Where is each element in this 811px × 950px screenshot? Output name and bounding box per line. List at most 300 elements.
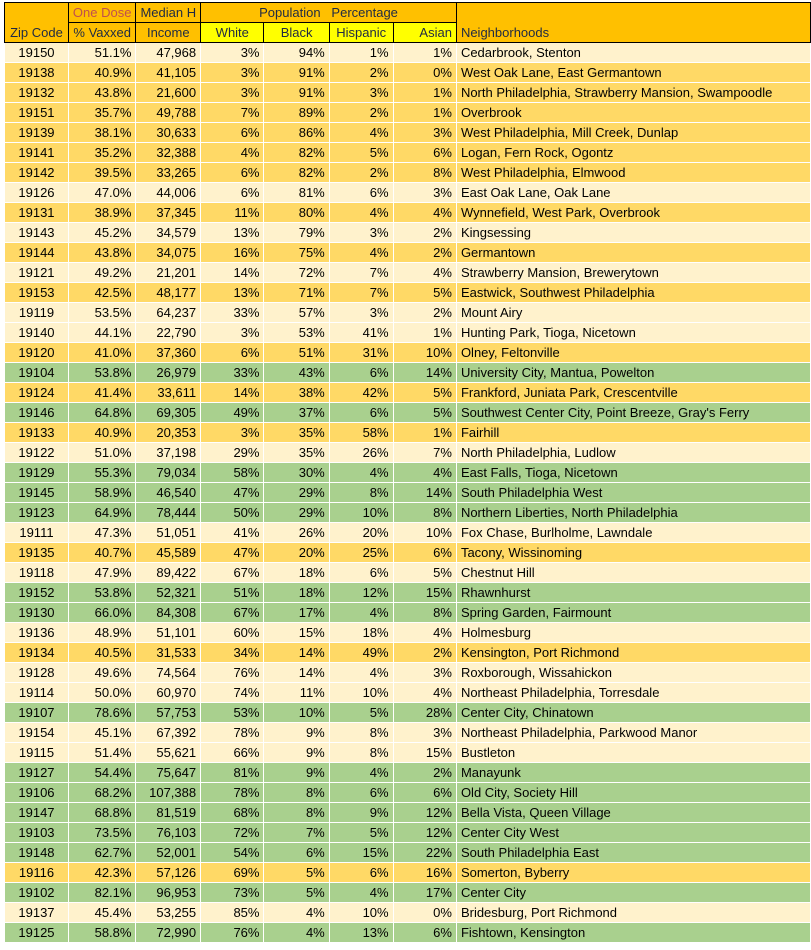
black-pct-cell[interactable]: 72%	[264, 263, 329, 283]
zip-cell[interactable]: 19103	[5, 823, 69, 843]
zip-cell[interactable]: 19151	[5, 103, 69, 123]
white-pct-cell[interactable]: 54%	[201, 843, 264, 863]
hispanic-pct-cell[interactable]: 3%	[329, 83, 393, 103]
neighborhoods-cell[interactable]: North Philadelphia, Ludlow	[456, 443, 810, 463]
vaxxed-cell[interactable]: 43.8%	[68, 83, 136, 103]
hispanic-pct-cell[interactable]: 10%	[329, 903, 393, 923]
vaxxed-cell[interactable]: 55.3%	[68, 463, 136, 483]
vaxxed-cell[interactable]: 35.2%	[68, 143, 136, 163]
neighborhoods-cell[interactable]: Strawberry Mansion, Brewerytown	[456, 263, 810, 283]
asian-pct-cell[interactable]: 22%	[393, 843, 456, 863]
vaxxed-cell[interactable]: 40.7%	[68, 543, 136, 563]
vaxxed-cell[interactable]: 47.9%	[68, 563, 136, 583]
white-pct-cell[interactable]: 69%	[201, 863, 264, 883]
asian-pct-cell[interactable]: 8%	[393, 163, 456, 183]
zip-cell[interactable]: 19123	[5, 503, 69, 523]
asian-pct-cell[interactable]: 10%	[393, 343, 456, 363]
vaxxed-cell[interactable]: 45.4%	[68, 903, 136, 923]
white-pct-cell[interactable]: 60%	[201, 623, 264, 643]
white-pct-cell[interactable]: 47%	[201, 543, 264, 563]
income-header-line2[interactable]: Income	[136, 23, 201, 43]
asian-pct-cell[interactable]: 7%	[393, 443, 456, 463]
income-cell[interactable]: 33,265	[136, 163, 201, 183]
income-cell[interactable]: 34,075	[136, 243, 201, 263]
white-pct-cell[interactable]: 81%	[201, 763, 264, 783]
hispanic-pct-cell[interactable]: 4%	[329, 663, 393, 683]
income-cell[interactable]: 53,255	[136, 903, 201, 923]
white-pct-cell[interactable]: 4%	[201, 143, 264, 163]
zip-cell[interactable]: 19152	[5, 583, 69, 603]
hispanic-pct-cell[interactable]: 6%	[329, 183, 393, 203]
neighborhoods-cell[interactable]: Northern Liberties, North Philadelphia	[456, 503, 810, 523]
asian-pct-cell[interactable]: 4%	[393, 263, 456, 283]
white-pct-cell[interactable]: 58%	[201, 463, 264, 483]
zip-cell[interactable]: 19132	[5, 83, 69, 103]
hispanic-pct-cell[interactable]: 3%	[329, 303, 393, 323]
hispanic-pct-cell[interactable]: 6%	[329, 363, 393, 383]
neighborhoods-cell[interactable]: East Oak Lane, Oak Lane	[456, 183, 810, 203]
zip-cell[interactable]: 19127	[5, 763, 69, 783]
vaxxed-cell[interactable]: 40.9%	[68, 423, 136, 443]
asian-pct-cell[interactable]: 1%	[393, 103, 456, 123]
vaxxed-cell[interactable]: 54.4%	[68, 763, 136, 783]
asian-pct-cell[interactable]: 3%	[393, 123, 456, 143]
neighborhoods-cell[interactable]: Chestnut Hill	[456, 563, 810, 583]
zip-cell[interactable]: 19120	[5, 343, 69, 363]
income-cell[interactable]: 64,237	[136, 303, 201, 323]
white-pct-cell[interactable]: 41%	[201, 523, 264, 543]
black-pct-cell[interactable]: 35%	[264, 443, 329, 463]
zip-cell[interactable]: 19145	[5, 483, 69, 503]
neighborhoods-cell[interactable]: Center City	[456, 883, 810, 903]
white-pct-cell[interactable]: 47%	[201, 483, 264, 503]
black-pct-cell[interactable]: 4%	[264, 903, 329, 923]
vaxxed-cell[interactable]: 49.6%	[68, 663, 136, 683]
asian-header[interactable]: Asian	[393, 23, 456, 43]
neighborhoods-cell[interactable]: Overbrook	[456, 103, 810, 123]
black-pct-cell[interactable]: 82%	[264, 163, 329, 183]
black-pct-cell[interactable]: 79%	[264, 223, 329, 243]
vaxxed-cell[interactable]: 35.7%	[68, 103, 136, 123]
vaxxed-cell[interactable]: 45.2%	[68, 223, 136, 243]
zip-cell[interactable]: 19106	[5, 783, 69, 803]
asian-pct-cell[interactable]: 3%	[393, 723, 456, 743]
black-pct-cell[interactable]: 57%	[264, 303, 329, 323]
vaxxed-cell[interactable]: 38.9%	[68, 203, 136, 223]
black-pct-cell[interactable]: 75%	[264, 243, 329, 263]
hispanic-pct-cell[interactable]: 41%	[329, 323, 393, 343]
hispanic-pct-cell[interactable]: 31%	[329, 343, 393, 363]
vaxxed-cell[interactable]: 58.8%	[68, 923, 136, 943]
asian-pct-cell[interactable]: 0%	[393, 903, 456, 923]
income-cell[interactable]: 21,201	[136, 263, 201, 283]
hispanic-pct-cell[interactable]: 6%	[329, 863, 393, 883]
income-cell[interactable]: 37,360	[136, 343, 201, 363]
zip-cell[interactable]: 19150	[5, 43, 69, 63]
neighborhoods-cell[interactable]: West Philadelphia, Elmwood	[456, 163, 810, 183]
income-cell[interactable]: 75,647	[136, 763, 201, 783]
income-cell[interactable]: 33,611	[136, 383, 201, 403]
neighborhoods-cell[interactable]: Tacony, Wissinoming	[456, 543, 810, 563]
asian-pct-cell[interactable]: 5%	[393, 383, 456, 403]
white-pct-cell[interactable]: 33%	[201, 363, 264, 383]
vaxxed-cell[interactable]: 51.4%	[68, 743, 136, 763]
black-pct-cell[interactable]: 53%	[264, 323, 329, 343]
asian-pct-cell[interactable]: 2%	[393, 303, 456, 323]
black-pct-cell[interactable]: 11%	[264, 683, 329, 703]
zip-cell[interactable]: 19138	[5, 63, 69, 83]
vaxxed-cell[interactable]: 40.9%	[68, 63, 136, 83]
neighborhoods-cell[interactable]: West Oak Lane, East Germantown	[456, 63, 810, 83]
dose-header-line1[interactable]: One Dose	[68, 3, 136, 23]
zip-cell[interactable]: 19148	[5, 843, 69, 863]
white-pct-cell[interactable]: 67%	[201, 603, 264, 623]
income-cell[interactable]: 51,051	[136, 523, 201, 543]
hispanic-pct-cell[interactable]: 20%	[329, 523, 393, 543]
asian-pct-cell[interactable]: 4%	[393, 203, 456, 223]
black-pct-cell[interactable]: 8%	[264, 783, 329, 803]
vaxxed-cell[interactable]: 39.5%	[68, 163, 136, 183]
zip-cell[interactable]: 19107	[5, 703, 69, 723]
white-pct-cell[interactable]: 85%	[201, 903, 264, 923]
black-pct-cell[interactable]: 91%	[264, 63, 329, 83]
white-pct-cell[interactable]: 14%	[201, 263, 264, 283]
hispanic-pct-cell[interactable]: 2%	[329, 63, 393, 83]
zip-cell[interactable]: 19134	[5, 643, 69, 663]
zip-cell[interactable]: 19147	[5, 803, 69, 823]
black-pct-cell[interactable]: 17%	[264, 603, 329, 623]
vaxxed-cell[interactable]: 68.8%	[68, 803, 136, 823]
black-pct-cell[interactable]: 9%	[264, 723, 329, 743]
zip-cell[interactable]: 19129	[5, 463, 69, 483]
neighborhoods-header[interactable]: Neighborhoods	[456, 3, 810, 43]
neighborhoods-cell[interactable]: South Philadelphia West	[456, 483, 810, 503]
black-pct-cell[interactable]: 35%	[264, 423, 329, 443]
asian-pct-cell[interactable]: 8%	[393, 503, 456, 523]
zip-cell[interactable]: 19102	[5, 883, 69, 903]
asian-pct-cell[interactable]: 0%	[393, 63, 456, 83]
asian-pct-cell[interactable]: 5%	[393, 563, 456, 583]
zip-cell[interactable]: 19124	[5, 383, 69, 403]
hispanic-pct-cell[interactable]: 10%	[329, 503, 393, 523]
vaxxed-cell[interactable]: 47.3%	[68, 523, 136, 543]
zip-cell[interactable]: 19133	[5, 423, 69, 443]
zip-cell[interactable]: 19144	[5, 243, 69, 263]
hispanic-pct-cell[interactable]: 6%	[329, 563, 393, 583]
white-pct-cell[interactable]: 72%	[201, 823, 264, 843]
neighborhoods-cell[interactable]: Frankford, Juniata Park, Crescentville	[456, 383, 810, 403]
income-cell[interactable]: 30,633	[136, 123, 201, 143]
vaxxed-cell[interactable]: 48.9%	[68, 623, 136, 643]
asian-pct-cell[interactable]: 1%	[393, 83, 456, 103]
white-pct-cell[interactable]: 68%	[201, 803, 264, 823]
white-header[interactable]: White	[201, 23, 264, 43]
asian-pct-cell[interactable]: 16%	[393, 863, 456, 883]
neighborhoods-cell[interactable]: Spring Garden, Fairmount	[456, 603, 810, 623]
asian-pct-cell[interactable]: 5%	[393, 283, 456, 303]
zip-cell[interactable]: 19125	[5, 923, 69, 943]
white-pct-cell[interactable]: 51%	[201, 583, 264, 603]
income-cell[interactable]: 74,564	[136, 663, 201, 683]
income-cell[interactable]: 52,001	[136, 843, 201, 863]
zip-cell[interactable]: 19142	[5, 163, 69, 183]
white-pct-cell[interactable]: 78%	[201, 783, 264, 803]
zip-cell[interactable]: 19122	[5, 443, 69, 463]
income-cell[interactable]: 81,519	[136, 803, 201, 823]
hispanic-pct-cell[interactable]: 8%	[329, 483, 393, 503]
asian-pct-cell[interactable]: 15%	[393, 743, 456, 763]
zip-cell[interactable]: 19139	[5, 123, 69, 143]
hispanic-pct-cell[interactable]: 15%	[329, 843, 393, 863]
asian-pct-cell[interactable]: 4%	[393, 463, 456, 483]
black-pct-cell[interactable]: 5%	[264, 863, 329, 883]
white-pct-cell[interactable]: 66%	[201, 743, 264, 763]
vaxxed-cell[interactable]: 68.2%	[68, 783, 136, 803]
vaxxed-cell[interactable]: 73.5%	[68, 823, 136, 843]
asian-pct-cell[interactable]: 12%	[393, 823, 456, 843]
black-pct-cell[interactable]: 89%	[264, 103, 329, 123]
income-cell[interactable]: 84,308	[136, 603, 201, 623]
white-pct-cell[interactable]: 67%	[201, 563, 264, 583]
zip-cell[interactable]: 19104	[5, 363, 69, 383]
vaxxed-cell[interactable]: 44.1%	[68, 323, 136, 343]
zip-cell[interactable]: 19114	[5, 683, 69, 703]
neighborhoods-cell[interactable]: Old City, Society Hill	[456, 783, 810, 803]
white-pct-cell[interactable]: 7%	[201, 103, 264, 123]
white-pct-cell[interactable]: 13%	[201, 223, 264, 243]
white-pct-cell[interactable]: 34%	[201, 643, 264, 663]
hispanic-pct-cell[interactable]: 4%	[329, 463, 393, 483]
white-pct-cell[interactable]: 33%	[201, 303, 264, 323]
white-pct-cell[interactable]: 29%	[201, 443, 264, 463]
hispanic-pct-cell[interactable]: 8%	[329, 743, 393, 763]
black-pct-cell[interactable]: 14%	[264, 663, 329, 683]
zip-cell[interactable]: 19140	[5, 323, 69, 343]
zip-cell[interactable]: 19137	[5, 903, 69, 923]
black-pct-cell[interactable]: 14%	[264, 643, 329, 663]
black-pct-cell[interactable]: 15%	[264, 623, 329, 643]
black-pct-cell[interactable]: 80%	[264, 203, 329, 223]
income-cell[interactable]: 31,533	[136, 643, 201, 663]
income-cell[interactable]: 76,103	[136, 823, 201, 843]
income-cell[interactable]: 26,979	[136, 363, 201, 383]
black-pct-cell[interactable]: 18%	[264, 563, 329, 583]
income-cell[interactable]: 46,540	[136, 483, 201, 503]
black-pct-cell[interactable]: 4%	[264, 923, 329, 943]
income-cell[interactable]: 78,444	[136, 503, 201, 523]
vaxxed-cell[interactable]: 42.3%	[68, 863, 136, 883]
income-header-line1[interactable]: Median H	[136, 3, 201, 23]
vaxxed-cell[interactable]: 43.8%	[68, 243, 136, 263]
asian-pct-cell[interactable]: 2%	[393, 643, 456, 663]
black-pct-cell[interactable]: 30%	[264, 463, 329, 483]
white-pct-cell[interactable]: 16%	[201, 243, 264, 263]
hispanic-pct-cell[interactable]: 8%	[329, 723, 393, 743]
black-pct-cell[interactable]: 43%	[264, 363, 329, 383]
white-pct-cell[interactable]: 76%	[201, 923, 264, 943]
zip-cell[interactable]: 19146	[5, 403, 69, 423]
white-pct-cell[interactable]: 3%	[201, 323, 264, 343]
asian-pct-cell[interactable]: 2%	[393, 223, 456, 243]
income-cell[interactable]: 57,753	[136, 703, 201, 723]
neighborhoods-cell[interactable]: Rhawnhurst	[456, 583, 810, 603]
black-pct-cell[interactable]: 9%	[264, 743, 329, 763]
vaxxed-cell[interactable]: 78.6%	[68, 703, 136, 723]
black-pct-cell[interactable]: 29%	[264, 503, 329, 523]
income-cell[interactable]: 34,579	[136, 223, 201, 243]
white-pct-cell[interactable]: 14%	[201, 383, 264, 403]
zip-cell[interactable]: 19141	[5, 143, 69, 163]
asian-pct-cell[interactable]: 14%	[393, 363, 456, 383]
hispanic-pct-cell[interactable]: 4%	[329, 203, 393, 223]
black-pct-cell[interactable]: 71%	[264, 283, 329, 303]
asian-pct-cell[interactable]: 6%	[393, 543, 456, 563]
income-cell[interactable]: 44,006	[136, 183, 201, 203]
zip-cell[interactable]: 19121	[5, 263, 69, 283]
neighborhoods-cell[interactable]: Southwest Center City, Point Breeze, Gray's Ferry	[456, 403, 810, 423]
income-cell[interactable]: 89,422	[136, 563, 201, 583]
white-pct-cell[interactable]: 74%	[201, 683, 264, 703]
dose-header-line2[interactable]: % Vaxxed	[68, 23, 136, 43]
vaxxed-cell[interactable]: 45.1%	[68, 723, 136, 743]
white-pct-cell[interactable]: 73%	[201, 883, 264, 903]
asian-pct-cell[interactable]: 4%	[393, 683, 456, 703]
asian-pct-cell[interactable]: 12%	[393, 803, 456, 823]
zip-cell[interactable]: 19136	[5, 623, 69, 643]
hispanic-pct-cell[interactable]: 58%	[329, 423, 393, 443]
neighborhoods-cell[interactable]: Kensington, Port Richmond	[456, 643, 810, 663]
asian-pct-cell[interactable]: 2%	[393, 763, 456, 783]
hispanic-pct-cell[interactable]: 9%	[329, 803, 393, 823]
asian-pct-cell[interactable]: 10%	[393, 523, 456, 543]
neighborhoods-cell[interactable]: Roxborough, Wissahickon	[456, 663, 810, 683]
income-cell[interactable]: 41,105	[136, 63, 201, 83]
population-percentage-header[interactable]	[201, 3, 457, 23]
income-cell[interactable]: 49,788	[136, 103, 201, 123]
asian-pct-cell[interactable]: 28%	[393, 703, 456, 723]
hispanic-pct-cell[interactable]: 4%	[329, 123, 393, 143]
black-pct-cell[interactable]: 51%	[264, 343, 329, 363]
vaxxed-cell[interactable]: 42.5%	[68, 283, 136, 303]
black-pct-cell[interactable]: 82%	[264, 143, 329, 163]
black-pct-cell[interactable]: 86%	[264, 123, 329, 143]
neighborhoods-cell[interactable]: Manayunk	[456, 763, 810, 783]
vaxxed-cell[interactable]: 47.0%	[68, 183, 136, 203]
vaxxed-cell[interactable]: 41.4%	[68, 383, 136, 403]
asian-pct-cell[interactable]: 4%	[393, 623, 456, 643]
income-cell[interactable]: 55,621	[136, 743, 201, 763]
hispanic-pct-cell[interactable]: 3%	[329, 223, 393, 243]
zip-cell[interactable]: 19130	[5, 603, 69, 623]
zip-cell[interactable]: 19126	[5, 183, 69, 203]
neighborhoods-cell[interactable]: Kingsessing	[456, 223, 810, 243]
white-pct-cell[interactable]: 3%	[201, 423, 264, 443]
vaxxed-cell[interactable]: 64.8%	[68, 403, 136, 423]
hispanic-pct-cell[interactable]: 7%	[329, 283, 393, 303]
hispanic-pct-cell[interactable]: 10%	[329, 683, 393, 703]
black-pct-cell[interactable]: 7%	[264, 823, 329, 843]
neighborhoods-cell[interactable]: South Philadelphia East	[456, 843, 810, 863]
black-pct-cell[interactable]: 5%	[264, 883, 329, 903]
neighborhoods-cell[interactable]: Fairhill	[456, 423, 810, 443]
hispanic-header[interactable]: Hispanic	[329, 23, 393, 43]
income-cell[interactable]: 51,101	[136, 623, 201, 643]
black-pct-cell[interactable]: 91%	[264, 83, 329, 103]
asian-pct-cell[interactable]: 8%	[393, 603, 456, 623]
hispanic-pct-cell[interactable]: 4%	[329, 883, 393, 903]
asian-pct-cell[interactable]: 3%	[393, 183, 456, 203]
income-cell[interactable]: 96,953	[136, 883, 201, 903]
vaxxed-cell[interactable]: 53.5%	[68, 303, 136, 323]
neighborhoods-cell[interactable]: Cedarbrook, Stenton	[456, 43, 810, 63]
black-pct-cell[interactable]: 94%	[264, 43, 329, 63]
vaxxed-cell[interactable]: 50.0%	[68, 683, 136, 703]
asian-pct-cell[interactable]: 6%	[393, 923, 456, 943]
zip-cell[interactable]: 19111	[5, 523, 69, 543]
black-pct-cell[interactable]: 38%	[264, 383, 329, 403]
zip-cell[interactable]: 19119	[5, 303, 69, 323]
neighborhoods-cell[interactable]: Northeast Philadelphia, Parkwood Manor	[456, 723, 810, 743]
asian-pct-cell[interactable]: 1%	[393, 43, 456, 63]
hispanic-pct-cell[interactable]: 5%	[329, 823, 393, 843]
vaxxed-cell[interactable]: 53.8%	[68, 363, 136, 383]
neighborhoods-cell[interactable]: Logan, Fern Rock, Ogontz	[456, 143, 810, 163]
neighborhoods-cell[interactable]: Olney, Feltonville	[456, 343, 810, 363]
neighborhoods-cell[interactable]: Eastwick, Southwest Philadelphia	[456, 283, 810, 303]
white-pct-cell[interactable]: 78%	[201, 723, 264, 743]
hispanic-pct-cell[interactable]: 12%	[329, 583, 393, 603]
income-cell[interactable]: 37,198	[136, 443, 201, 463]
white-pct-cell[interactable]: 6%	[201, 123, 264, 143]
income-cell[interactable]: 107,388	[136, 783, 201, 803]
asian-pct-cell[interactable]: 2%	[393, 243, 456, 263]
income-cell[interactable]: 21,600	[136, 83, 201, 103]
vaxxed-cell[interactable]: 62.7%	[68, 843, 136, 863]
zip-header[interactable]: Zip Code	[5, 3, 69, 43]
black-pct-cell[interactable]: 8%	[264, 803, 329, 823]
vaxxed-cell[interactable]: 82.1%	[68, 883, 136, 903]
hispanic-pct-cell[interactable]: 42%	[329, 383, 393, 403]
income-cell[interactable]: 57,126	[136, 863, 201, 883]
white-pct-cell[interactable]: 6%	[201, 343, 264, 363]
zip-cell[interactable]: 19135	[5, 543, 69, 563]
hispanic-pct-cell[interactable]: 26%	[329, 443, 393, 463]
black-header[interactable]: Black	[264, 23, 329, 43]
black-pct-cell[interactable]: 20%	[264, 543, 329, 563]
zip-cell[interactable]: 19115	[5, 743, 69, 763]
white-pct-cell[interactable]: 53%	[201, 703, 264, 723]
white-pct-cell[interactable]: 3%	[201, 43, 264, 63]
asian-pct-cell[interactable]: 5%	[393, 403, 456, 423]
asian-pct-cell[interactable]: 14%	[393, 483, 456, 503]
income-cell[interactable]: 32,388	[136, 143, 201, 163]
hispanic-pct-cell[interactable]: 13%	[329, 923, 393, 943]
income-cell[interactable]: 52,321	[136, 583, 201, 603]
neighborhoods-cell[interactable]: Hunting Park, Tioga, Nicetown	[456, 323, 810, 343]
income-cell[interactable]: 67,392	[136, 723, 201, 743]
hispanic-pct-cell[interactable]: 6%	[329, 783, 393, 803]
neighborhoods-cell[interactable]: Center City West	[456, 823, 810, 843]
neighborhoods-cell[interactable]: North Philadelphia, Strawberry Mansion, Swampoodle	[456, 83, 810, 103]
neighborhoods-cell[interactable]: University City, Mantua, Powelton	[456, 363, 810, 383]
black-pct-cell[interactable]: 29%	[264, 483, 329, 503]
income-cell[interactable]: 60,970	[136, 683, 201, 703]
vaxxed-cell[interactable]: 38.1%	[68, 123, 136, 143]
white-pct-cell[interactable]: 6%	[201, 183, 264, 203]
neighborhoods-cell[interactable]: Wynnefield, West Park, Overbrook	[456, 203, 810, 223]
vaxxed-cell[interactable]: 66.0%	[68, 603, 136, 623]
neighborhoods-cell[interactable]: East Falls, Tioga, Nicetown	[456, 463, 810, 483]
